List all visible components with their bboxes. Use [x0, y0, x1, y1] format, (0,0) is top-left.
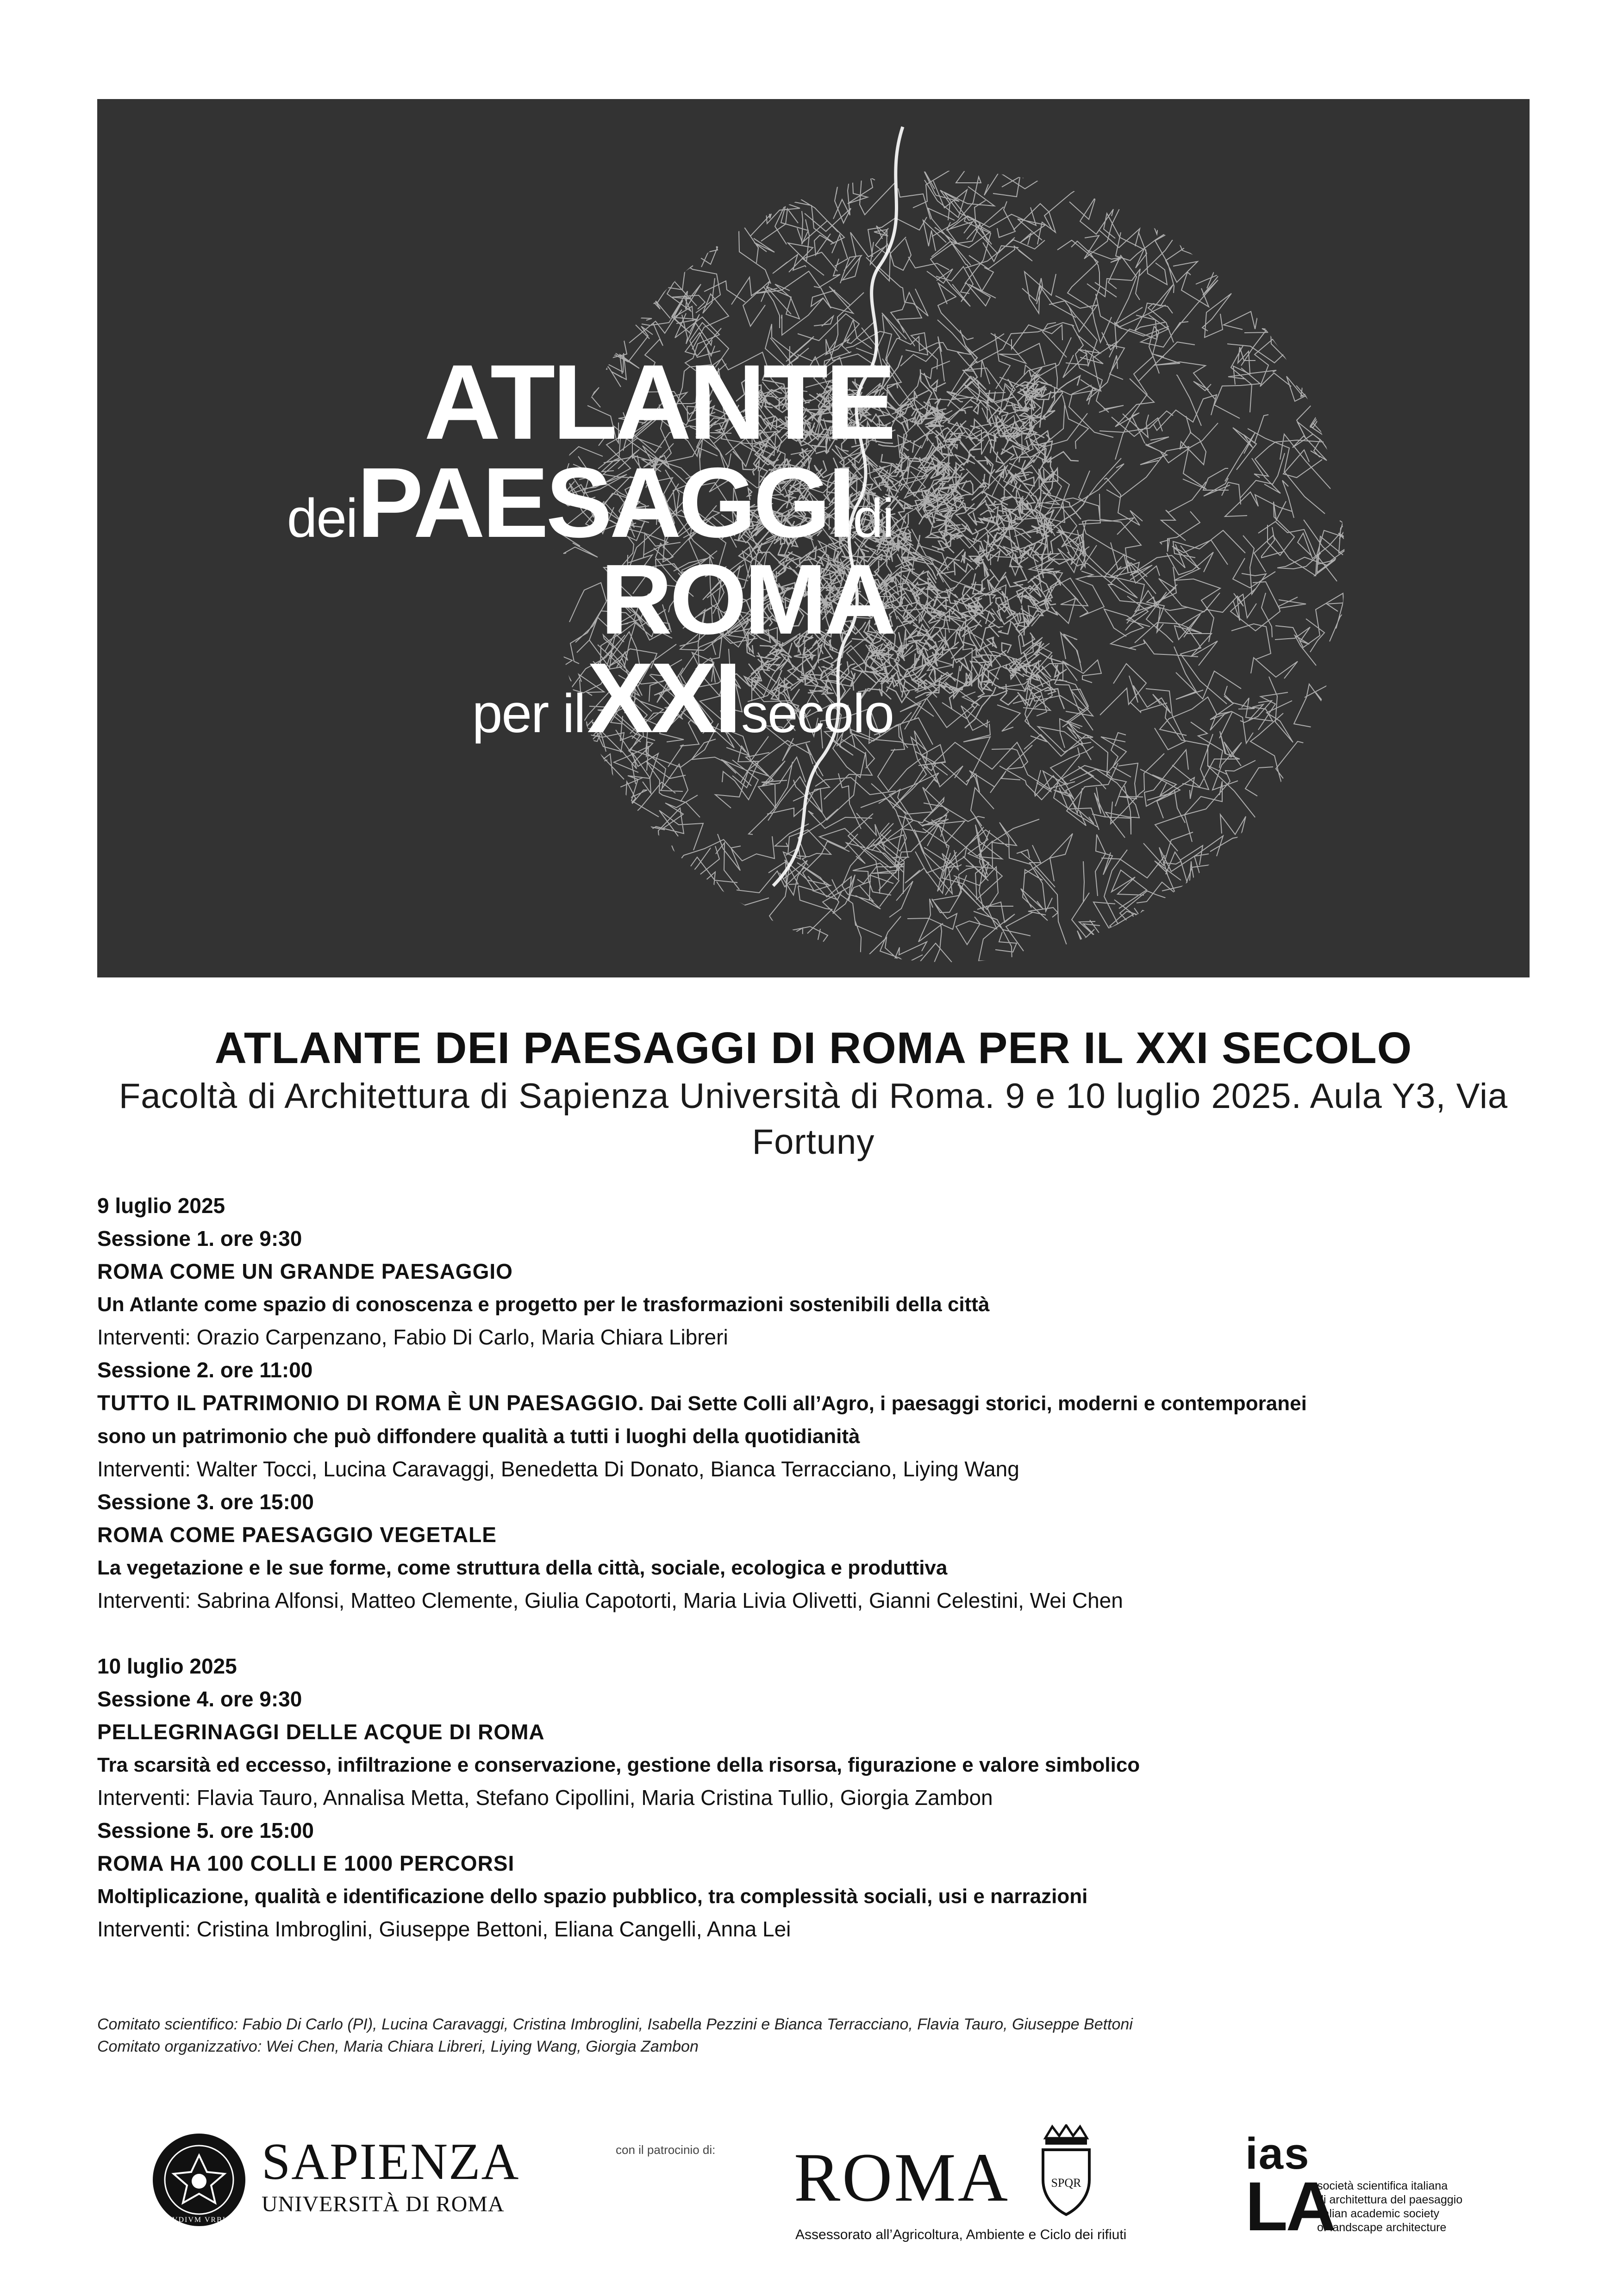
- session-title: TUTTO IL PATRIMONIO DI ROMA È UN PAESAGGIO.: [97, 1391, 644, 1415]
- roma-department: Assessorato all’Agricoltura, Ambiente e Ciclo dei rifiuti: [795, 2227, 1127, 2242]
- hero-title-paesaggi: PAESAGGI: [357, 447, 853, 558]
- sapienza-sub: UNIVERSITÀ DI ROMA: [262, 2192, 505, 2216]
- committee: [97, 2013, 1530, 2058]
- event-heading: [97, 1023, 1530, 1165]
- sapienza-logo-text: [262, 2133, 520, 2217]
- iasla-line: società scientifica italiana: [1317, 2179, 1448, 2192]
- scientific-committee: Comitato scientifico: Fabio Di Carlo (PI), Lucina Caravaggi, Cristina Imbroglini, Isabella Pezzini e Bianca Terracciano, Flavia Tauro, Giuseppe Bettoni: [97, 2016, 1133, 2033]
- session-speakers: Interventi: Cristina Imbroglini, Giuseppe Bettoni, Eliana Cangelli, Anna Lei: [97, 1917, 791, 1941]
- sapienza-seal-text: SVDIVM VRBIS: [167, 2216, 231, 2224]
- sapienza-seal-icon: [150, 2131, 248, 2228]
- session-label: Sessione 3. ore 15:00: [97, 1490, 314, 1514]
- iasla-line: of landscape architecture: [1317, 2221, 1447, 2234]
- session-title: ROMA HA 100 COLLI E 1000 PERCORSI: [97, 1851, 515, 1875]
- session-label: Sessione 2. ore 11:00: [97, 1358, 313, 1382]
- session-speakers: Interventi: Walter Tocci, Lucina Caravaggi, Benedetta Di Donato, Bianca Terracciano, Liying Wang: [97, 1457, 1019, 1481]
- event-title: ATLANTE DEI PAESAGGI DI ROMA PER IL XXI SECOLO: [214, 1023, 1412, 1073]
- hero-title-atlante: ATLANTE: [424, 342, 893, 461]
- iasla-line: di architettura del paesaggio: [1317, 2193, 1463, 2206]
- iasla-line: italian academic society: [1317, 2207, 1440, 2220]
- session-description: Tra scarsità ed eccesso, infiltrazione e conservazione, gestione della risorsa, figurazione e valore simbolico: [97, 1754, 1140, 1776]
- hero-title: [236, 342, 893, 753]
- hero-title-per-il: per il: [472, 683, 585, 744]
- session-label: Sessione 4. ore 9:30: [97, 1687, 302, 1711]
- patrocinio-label: con il patrocinio di:: [616, 2143, 716, 2157]
- session-title: ROMA COME PAESAGGIO VEGETALE: [97, 1523, 497, 1547]
- session-description: La vegetazione e le sue forme, come struttura della città, sociale, ecologica e produttiva: [97, 1556, 948, 1579]
- session-description: Un Atlante come spazio di conoscenza e progetto per le trasformazioni sostenibili della città: [97, 1293, 990, 1316]
- session-speakers: Interventi: Flavia Tauro, Annalisa Metta, Stefano Cipollini, Maria Cristina Tullio, Giorgia Zambon: [97, 1786, 993, 1810]
- roma-crest-icon: [1036, 2124, 1096, 2217]
- hero-title-di: di: [853, 488, 893, 549]
- roma-crest-text: SPQR: [1051, 2176, 1081, 2190]
- session-description: Moltiplicazione, qualità e identificazione dello spazio pubblico, tra complessità sociali, usi e narrazioni: [97, 1885, 1088, 1908]
- sponsor-logos: [0, 2083, 1624, 2296]
- session-description: Dai Sette Colli all’Agro, i paesaggi storici, moderni e contemporanei: [650, 1392, 1307, 1415]
- session-title: ROMA COME UN GRANDE PAESAGGIO: [97, 1259, 513, 1283]
- hero-banner: [97, 99, 1530, 977]
- hero-title-line4: [236, 642, 893, 753]
- event-subtitle: Facoltà di Architettura di Sapienza Università di Roma. 9 e 10 luglio 2025. Aula Y3, Via Fortuny: [119, 1076, 1508, 1162]
- program-day-2: [97, 1650, 1530, 1946]
- iasla-description: [1317, 2179, 1462, 2234]
- program-day-1: [97, 1189, 1530, 1617]
- hero-title-line2: [236, 447, 893, 558]
- hero-title-xxi: XXI: [587, 642, 739, 753]
- session-speakers: Interventi: Sabrina Alfonsi, Matteo Clemente, Giulia Capotorti, Maria Livia Olivetti, Gianni Celestini, Wei Chen: [97, 1588, 1123, 1612]
- session-title-row: [97, 1387, 1530, 1420]
- iasla-logo-top: ias: [1245, 2129, 1310, 2178]
- day-date: 10 luglio 2025: [97, 1654, 237, 1678]
- hero-title-secolo: secolo: [741, 683, 893, 744]
- session-label: Sessione 1. ore 9:30: [97, 1226, 302, 1251]
- roma-logo-word: ROMA: [794, 2139, 1010, 2216]
- organizing-committee: Comitato organizzativo: Wei Chen, Maria Chiara Libreri, Liying Wang, Giorgia Zambon: [97, 2038, 699, 2055]
- hero-title-roma: ROMA: [600, 543, 893, 655]
- iasla-logo-bottom: LA: [1245, 2167, 1334, 2246]
- program: [97, 1189, 1530, 1946]
- sapienza-name: SAPIENZA: [262, 2133, 520, 2190]
- hero-title-dei: dei: [287, 488, 357, 549]
- session-title: PELLEGRINAGGI DELLE ACQUE DI ROMA: [97, 1720, 545, 1744]
- day-date: 9 luglio 2025: [97, 1194, 225, 1218]
- session-description-cont: sono un patrimonio che può diffondere qualità a tutti i luoghi della quotidianità: [97, 1425, 860, 1448]
- session-label: Sessione 5. ore 15:00: [97, 1818, 314, 1842]
- session-speakers: Interventi: Orazio Carpenzano, Fabio Di Carlo, Maria Chiara Libreri: [97, 1325, 728, 1349]
